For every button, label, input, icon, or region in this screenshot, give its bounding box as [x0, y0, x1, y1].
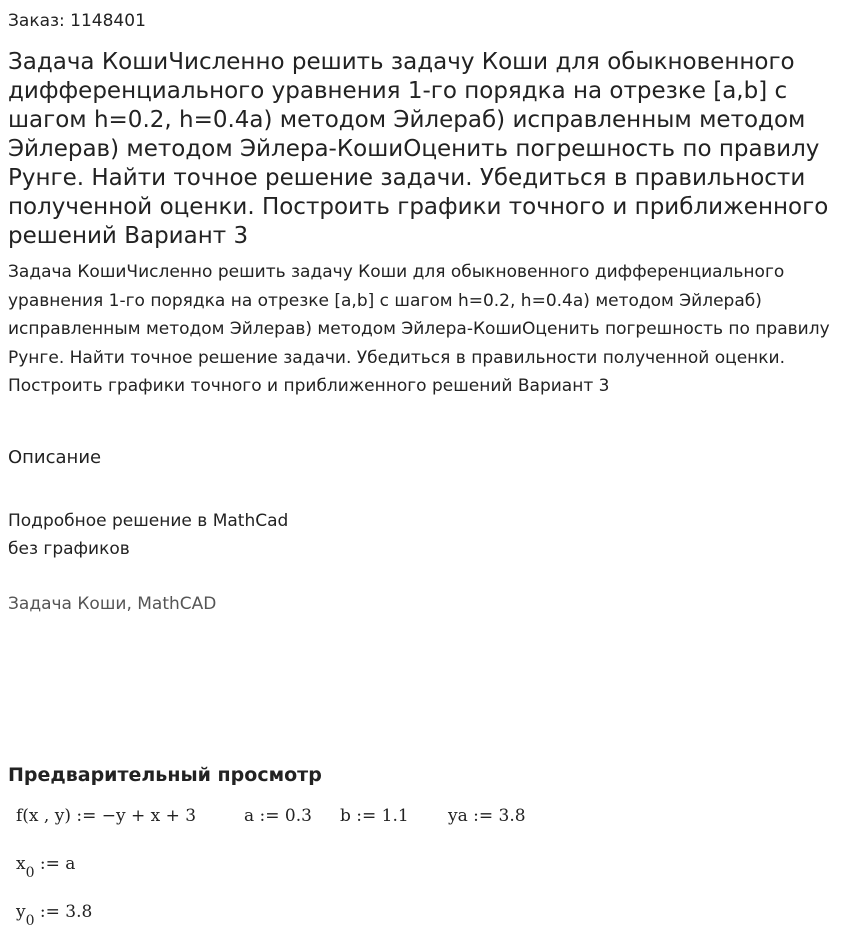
function-definition: f(x , y) := −y + x + 3: [16, 806, 197, 826]
description-line: Подробное решение в MathCad: [8, 511, 289, 531]
x0-definition: [16, 854, 76, 881]
x0-subscript: 0: [25, 865, 35, 881]
x0-value: := a: [34, 854, 76, 874]
a-definition: a := 0.3: [244, 806, 312, 826]
description-heading: Описание: [8, 447, 102, 468]
preview-heading: Предварительный просмотр: [8, 764, 322, 786]
ya-definition: ya := 3.8: [448, 806, 526, 826]
task-summary: Задача КошиЧисленно решить задачу Коши для обыкновенного дифференциального уравнения 1-го порядка на отрезке [a,b] с шагом h=0.2, h=0.4a) методом Эйлераб) исправленным методом Эйлерав) методом Эйлера-КошиОценить погрешность по правилу Рунге. Найти точное решение задачи. Убедиться в правильности полученной оценки. Построить графики точного и приближенного решений Вариант 3: [8, 262, 830, 396]
b-definition: b := 1.1: [340, 806, 409, 826]
y0-definition: [16, 902, 93, 929]
y0-subscript: 0: [25, 913, 35, 929]
tag-cauchy-problem[interactable]: Задача Коши: [8, 594, 127, 614]
description-body: [8, 507, 288, 563]
y0-var: y: [16, 902, 26, 922]
y0-value: := 3.8: [34, 902, 93, 922]
x0-var: x: [16, 854, 26, 874]
description-line: без графиков: [8, 539, 130, 559]
tag-mathcad[interactable]: MathCAD: [137, 594, 217, 614]
page-title: Задача КошиЧисленно решить задачу Коши для обыкновенного дифференциального уравнения 1-го порядка на отрезке [a,b] с шагом h=0.2, h=0.4a) методом Эйлераб) исправленным методом Эйлерав) методом Эйлера-КошиОценить погрешность по правилу Рунге. Найти точное решение задачи. Убедиться в правильности полученной оценки. Построить графики точного и приближенного решений Вариант 3: [8, 49, 829, 249]
tag-separator: ,: [126, 594, 138, 614]
order-number: Заказ: 1148401: [8, 11, 146, 31]
tags: [8, 592, 216, 616]
